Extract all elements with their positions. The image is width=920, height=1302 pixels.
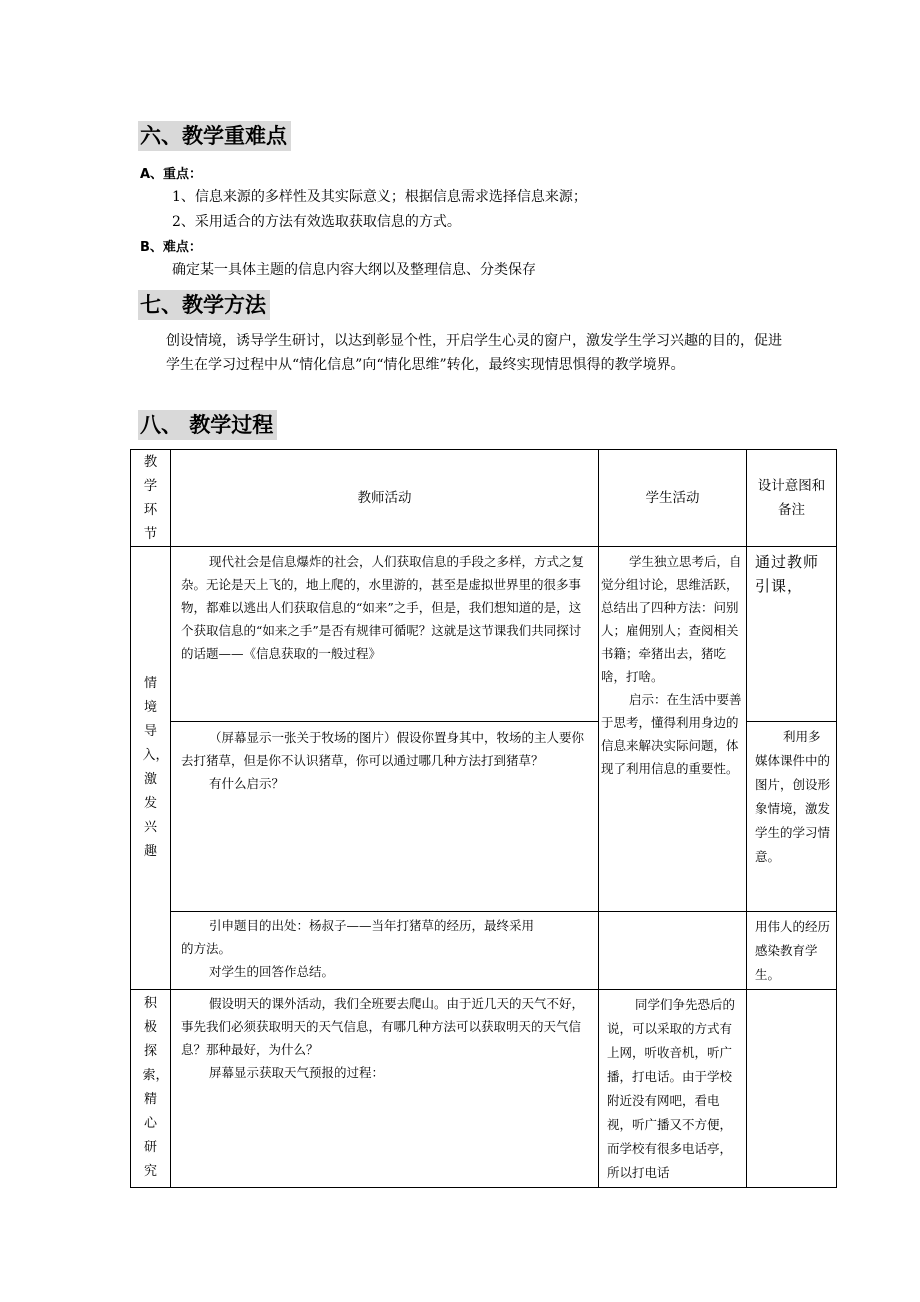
table-row xyxy=(131,547,837,722)
student-text-1a: 学生独立思考后，自觉分组讨论，思维活跃，总结出了四种方法：问别人；雇佣别人；查阅相关书籍；牵猪出去，猪吃啥，打啥。 xyxy=(601,554,742,684)
design-text-4 xyxy=(747,990,836,995)
design-cell-1 xyxy=(747,547,837,722)
student-cell-3 xyxy=(599,912,747,990)
design-cell-4 xyxy=(747,990,837,1188)
section-eight-title: 八、 教学过程 xyxy=(138,410,277,440)
teacher-text-3b: 对学生的回答作总结。 xyxy=(209,964,335,979)
teacher-text-4b: 屏幕显示获取天气预报的过程： xyxy=(209,1065,385,1080)
header-student: 学生活动 xyxy=(599,450,747,547)
key-point-1: 1、信息来源的多样性及其实际意义；根据信息需求选择信息来源； xyxy=(172,189,587,205)
teacher-text-4a: 假设明天的课外活动，我们全班要去爬山。由于近几天的天气不好，事先我们必须获取明天的天气信息，有哪几种方法可以获取明天的天气信息？那种最好，为什么？ xyxy=(181,996,585,1057)
table-row xyxy=(131,912,837,990)
teaching-process-table xyxy=(130,449,837,1188)
stage-cell-1 xyxy=(131,547,171,990)
header-stage: 教学环节 xyxy=(131,450,171,547)
section-six-title: 六、教学重难点 xyxy=(138,121,291,151)
teaching-method-text: 创设情境，诱导学生研讨，以达到彰显个性，开启学生心灵的窗户，激发学生学习兴趣的目的，促进学生在学习过程中从“情化信息”向“情化思维”转化，最终实现情思惧得的教学境界。 xyxy=(166,333,782,373)
header-teacher: 教师活动 xyxy=(171,450,599,547)
key-point-2: 2、采用适合的方法有效选取获取信息的方式。 xyxy=(172,214,461,230)
design-cell-3 xyxy=(747,912,837,990)
student-text-4: 同学们争先恐后的说，可以采取的方式有上网，听收音机，听广播，打电话。由于学校附近没有网吧，看电视，听广播又不方便，而学校有很多电话亭，所以打电话 xyxy=(607,997,736,1180)
design-cell-2 xyxy=(747,722,837,912)
table-header-row xyxy=(131,450,837,547)
key-points-label: A、重点： xyxy=(140,167,203,182)
student-cell-1 xyxy=(599,547,747,912)
header-design: 设计意图和备注 xyxy=(747,450,837,547)
design-text-1: 通过教师引课， xyxy=(755,553,820,595)
stage-label-2: 积极探索，精心研究 xyxy=(142,996,169,1179)
difficult-point: 确定某一具体主题的信息内容大纲以及整理信息、分类保存 xyxy=(172,262,536,278)
design-text-2: 利用多媒体课件中的图片，创设形象情境，激发学生的学习情意。 xyxy=(755,729,831,864)
teacher-cell-4 xyxy=(171,990,599,1188)
stage-label-1: 情境导入，激发兴趣 xyxy=(142,676,169,859)
design-text-3: 用伟人的经历感染教育学生。 xyxy=(755,919,831,982)
teacher-cell-3 xyxy=(171,912,599,990)
teacher-text-1: 现代社会是信息爆炸的社会，人们获取信息的手段之多样，方式之复杂。无论是天上飞的，地上爬的，水里游的，甚至是虚拟世界里的很多事物，都难以逃出人们获取信息的“如来”之手，但是，我们想知道的是，这个获取信息的“如来之手”是否有规律可循呢？这就是这节课我们共同探讨的话题——《信息获取的一般过程》 xyxy=(181,554,585,661)
stage-cell-2 xyxy=(131,990,171,1188)
difficult-points-label: B、难点： xyxy=(140,240,202,255)
teacher-cell-1 xyxy=(171,547,599,722)
teacher-text-2a: （屏幕显示一张关于牧场的图片）假设你置身其中，牧场的主人要你去打猪草，但是你不认识猪草，你可以通过哪几种方法打到猪草？ xyxy=(181,730,585,768)
teacher-cell-2 xyxy=(171,722,599,912)
table-row xyxy=(131,990,837,1188)
teaching-method-paragraph xyxy=(140,329,790,377)
student-text-1b: 启示：在生活中要善于思考，懂得利用身边的信息来解决实际问题，体现了利用信息的重要性。 xyxy=(601,692,742,776)
section-seven-title: 七、教学方法 xyxy=(138,290,270,320)
teacher-text-2b: 有什么启示？ xyxy=(209,776,285,791)
teacher-text-3a: 引申题目的出处：杨叔子——当年打猪草的经历，最终采用的方法。 xyxy=(181,918,535,956)
student-cell-4 xyxy=(599,990,747,1188)
